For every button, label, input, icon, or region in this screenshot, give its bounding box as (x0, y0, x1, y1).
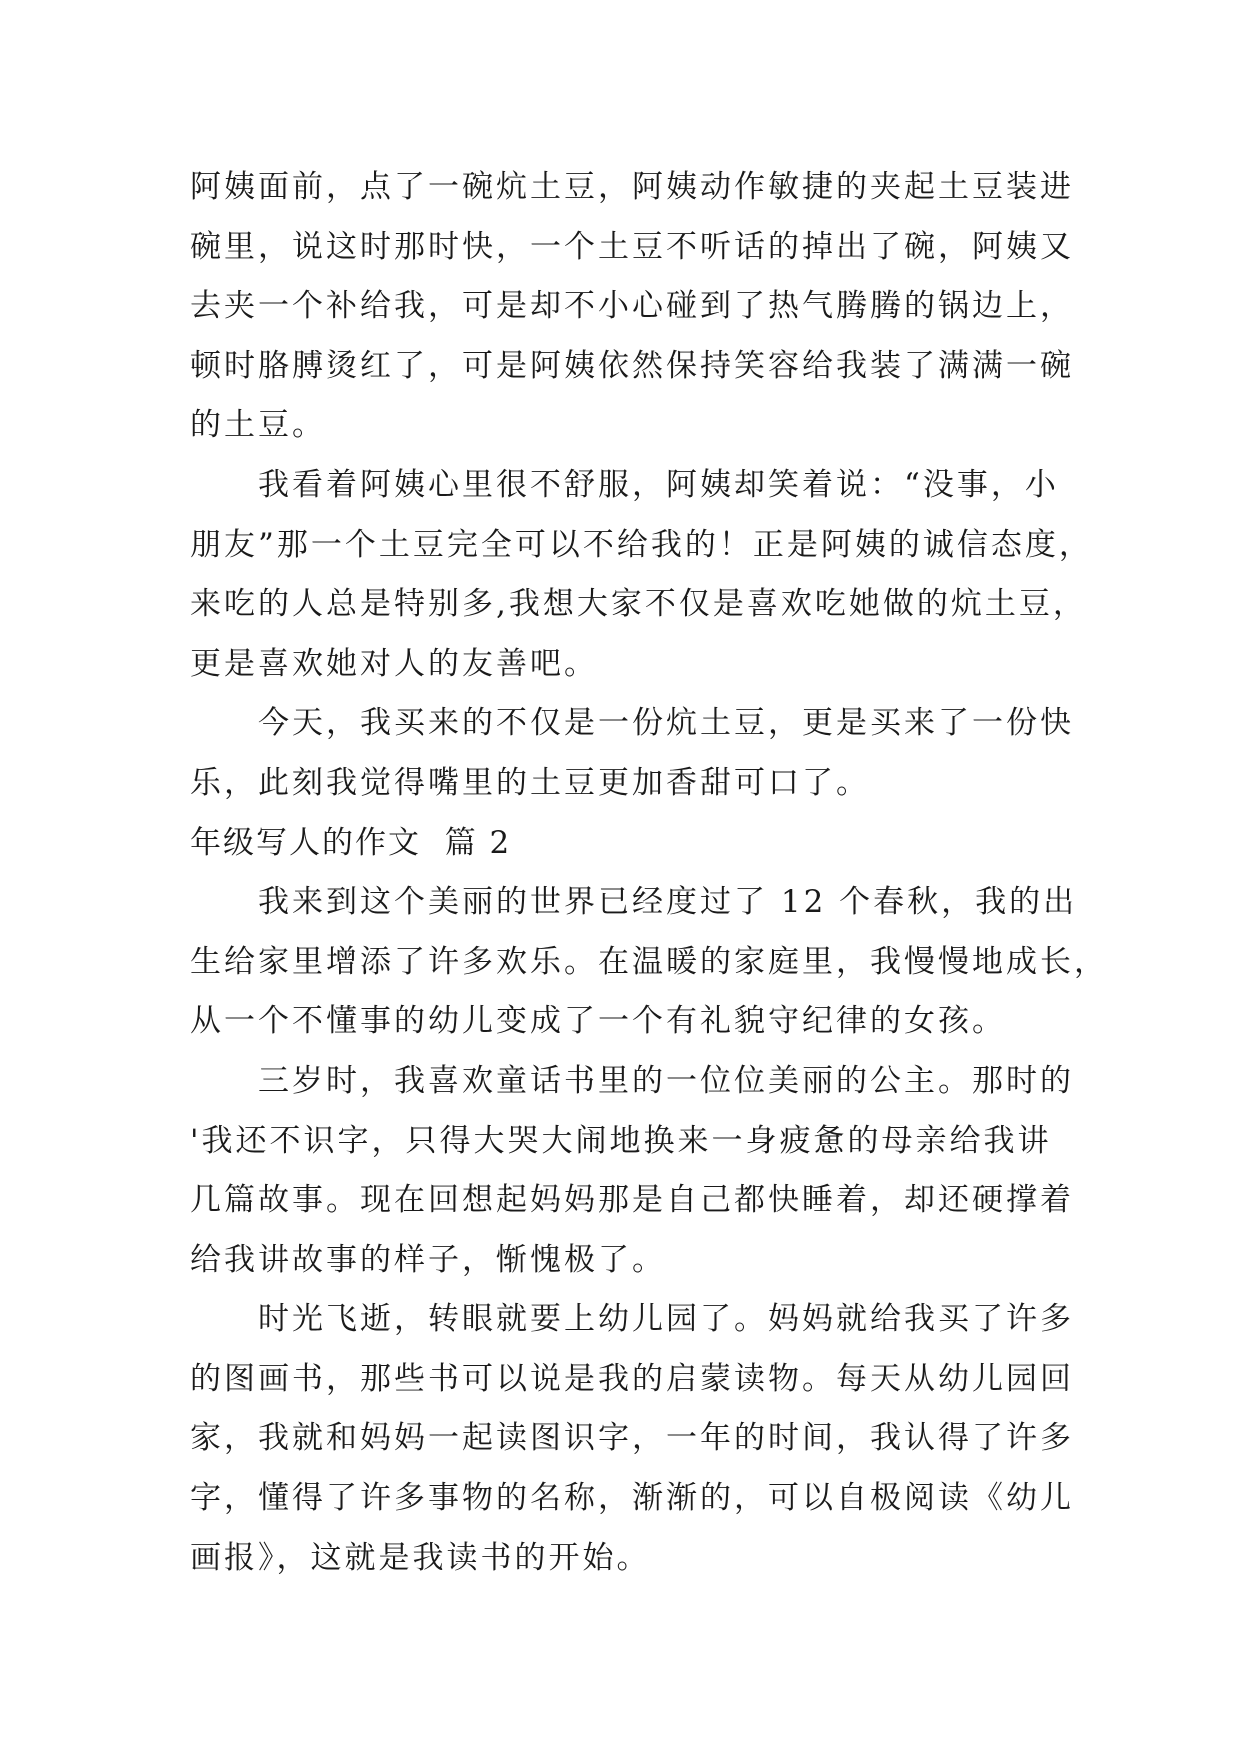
text-line: 家，我就和妈妈一起读图识字，一年的时间，我认得了许多 (190, 1420, 1074, 1457)
text-line: 从一个不懂事的幼儿变成了一个有礼貌守纪律的女孩。 (190, 1003, 1006, 1040)
paragraph-1 (190, 158, 1074, 456)
text-line: 我来到这个美丽的世界已经度过了 12 个春秋，我的出 (258, 884, 1078, 921)
section-heading-text: 年级写人的作文 篇 2 (190, 824, 512, 861)
text-line: 阿姨面前，点了一碗炕土豆，阿姨动作敏捷的夹起土豆装进 (190, 169, 1074, 205)
text-line: 今天，我买来的不仅是一份炕土豆，更是买来了一份快 (258, 705, 1074, 742)
text-line: 画报》，这就是我读书的开始。 (190, 1539, 651, 1576)
text-line: 三岁时，我喜欢童话书里的一位位美丽的公主。那时的 (258, 1062, 1074, 1099)
text-line: 来吃的人总是特别多,我想大家不仅是喜欢吃她做的炕土豆， (190, 586, 1087, 623)
paragraph-5 (190, 1052, 1074, 1290)
document-body (190, 158, 1108, 1588)
paragraph-2 (190, 456, 1093, 694)
text-line: 我看着阿姨心里很不舒服，阿姨却笑着说：“没事，小 (258, 466, 1059, 503)
text-line: 的图画书，那些书可以说是我的启蒙读物。每天从幼儿园回 (190, 1360, 1074, 1397)
text-line: 几篇故事。现在回想起妈妈那是自己都快睡着，却还硬撑着 (190, 1182, 1074, 1219)
text-line: 朋友”那一个土豆完全可以不给我的！正是阿姨的诚信态度， (190, 526, 1093, 563)
text-line: 碗里，说这时那时快，一个土豆不听话的掉出了碗，阿姨又 (190, 228, 1074, 265)
text-line: 乐，此刻我觉得嘴里的土豆更加香甜可口了。 (190, 764, 870, 801)
text-line: '我还不识字，只得大哭大闹地换来一身疲惫的母亲给我讲 (190, 1122, 1052, 1159)
paragraph-3 (190, 694, 1074, 813)
text-line: 顿时胳膊烫红了，可是阿姨依然保持笑容给我装了满满一碗 (190, 347, 1074, 384)
text-line: 去夹一个补给我，可是却不小心碰到了热气腾腾的锅边上， (190, 288, 1074, 325)
text-line: 字，懂得了许多事物的名称，渐渐的，可以自极阅读《幼儿 (190, 1480, 1074, 1517)
text-line: 给我讲故事的样子，惭愧极了。 (190, 1241, 666, 1278)
paragraph-4 (190, 873, 1108, 1052)
text-line: 生给家里增添了许多欢乐。在温暖的家庭里，我慢慢地成长， (190, 943, 1108, 980)
text-line: 时光飞逝，转眼就要上幼儿园了。妈妈就给我买了许多 (258, 1301, 1074, 1338)
paragraph-6 (190, 1290, 1074, 1588)
text-line: 的土豆。 (190, 407, 326, 444)
section-heading (190, 814, 1060, 874)
text-line: 更是喜欢她对人的友善吧。 (190, 645, 598, 682)
